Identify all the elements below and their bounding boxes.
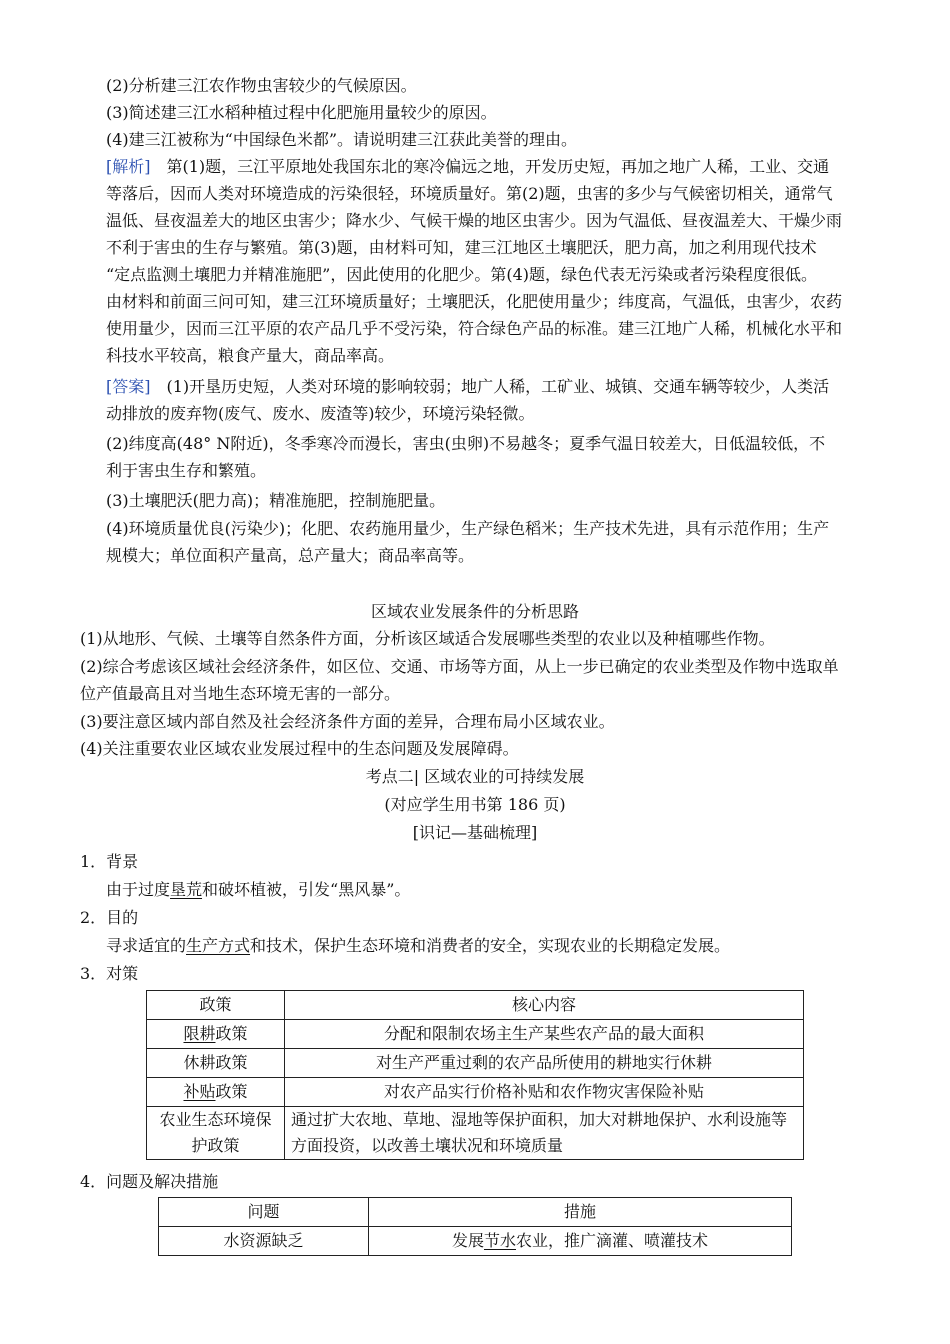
table-row [159, 1198, 792, 1227]
item-text-purpose: 寻求适宜的生产方式和技术，保护生态环境和消费者的安全，实现农业的长期稳定发展。 [106, 936, 731, 955]
answer-line: 利于害虫生存和繁殖。 [106, 461, 267, 480]
answer-line: 动排放的废弃物(废气、废水、废渣等)较少，环境污染轻微。 [106, 404, 535, 423]
table-header-cell: 政策 [147, 991, 285, 1020]
table-header-cell: 问题 [159, 1198, 369, 1227]
item-text-background: 由于过度垦荒和破坏植被，引发“黑风暴”。 [106, 880, 411, 899]
item-heading-measures: 3．对策 [80, 964, 139, 983]
table-cell: 水资源缺乏 [159, 1227, 369, 1256]
table-cell: 通过扩大农地、草地、湿地等保护面积，加大对耕地保护、水利设施等方面投资，以改善土壤状况和环境质量 [285, 1107, 804, 1160]
question-2: (2)分析建三江农作物虫害较少的气候原因。 [106, 76, 417, 95]
item-heading-background: 1．背景 [80, 852, 139, 871]
analysis-line: 温低、昼夜温差大的地区虫害少；降水少、气候干燥的地区虫害少。因为气温低、昼夜温差大、干燥少雨 [106, 211, 843, 230]
table-row [147, 1107, 804, 1160]
answer-line: [答案] (1)开垦历史短，人类对环境的影响较弱；地广人稀，工矿业、城镇、交通车辆等较少，人类活 [106, 377, 830, 396]
method-line: (3)要注意区域内部自然及社会经济条件方面的差异，合理布局小区域农业。 [80, 712, 615, 731]
method-line: (1)从地形、气候、土壤等自然条件方面，分析该区域适合发展哪些类型的农业以及种植哪些作物。 [80, 629, 775, 648]
answer-line: 规模大；单位面积产量高，总产量大；商品率高等。 [106, 546, 475, 565]
analysis-line: [解析] 第(1)题，三江平原地处我国东北的寒冷偏远之地，开发历史短，再加之地广人稀，工业、交通 [106, 157, 830, 176]
analysis-line: 使用量少，因而三江平原的农产品几乎不受污染，符合绿色产品的标准。建三江地广人稀，机械化水平和 [106, 319, 843, 338]
table-cell: 对农产品实行价格补贴和农作物灾害保险补贴 [285, 1078, 804, 1107]
answer-tag: [答案] [106, 377, 151, 396]
table-cell: 发展节水农业，推广滴灌、喷灌技术 [369, 1227, 792, 1256]
section-subtitle: [识记—基础梳理] [412, 823, 538, 842]
analysis-line: 由材料和前面三问可知，建三江环境质量好；土壤肥沃，化肥使用量少；纬度高，气温低，虫害少，农药 [106, 292, 843, 311]
analysis-line: “定点监测土壤肥力并精准施肥”，因此使用的化肥少。第(4)题，绿色代表无污染或者污染程度很低。 [106, 265, 818, 284]
table-cell: 农业生态环境保护政策 [147, 1107, 285, 1160]
table-row [147, 1020, 804, 1049]
table-row [159, 1227, 792, 1256]
problem-table [158, 1197, 792, 1256]
table-cell: 休耕政策 [147, 1049, 285, 1078]
analysis-line: 科技水平较高，粮食产量大，商品率高。 [106, 346, 395, 365]
item-heading-purpose: 2．目的 [80, 908, 139, 927]
answer-line: (3)土壤肥沃(肥力高)；精准施肥，控制施肥量。 [106, 491, 446, 510]
policy-table [146, 990, 804, 1160]
method-title: 区域农业发展条件的分析思路 [370, 602, 579, 621]
question-3: (3)简述建三江水稻种植过程中化肥施用量较少的原因。 [106, 103, 497, 122]
table-header-cell: 措施 [369, 1198, 792, 1227]
method-line: 位产值最高且对当地生态环境无害的一部分。 [80, 684, 401, 703]
answer-line: (2)纬度高(48° N附近)，冬季寒冷而漫长，害虫(虫卵)不易越冬；夏季气温日较差大，日低温较低，不 [106, 434, 826, 453]
table-row [147, 991, 804, 1020]
table-row [147, 1049, 804, 1078]
table-row [147, 1078, 804, 1107]
table-cell: 限耕政策 [147, 1020, 285, 1049]
table-cell: 对生产严重过剩的农产品所使用的耕地实行休耕 [285, 1049, 804, 1078]
table-cell: 补贴政策 [147, 1078, 285, 1107]
section-title: 考点二| 区域农业的可持续发展 [365, 767, 585, 786]
section-ref: (对应学生用书第 186 页) [384, 795, 566, 814]
method-line: (2)综合考虑该区域社会经济条件，如区位、交通、市场等方面，从上一步已确定的农业类型及作物中选取单 [80, 657, 839, 676]
item-heading-problems: 4．问题及解决措施 [80, 1172, 219, 1191]
table-cell: 分配和限制农场主生产某些农产品的最大面积 [285, 1020, 804, 1049]
question-4: (4)建三江被称为“中国绿色米都”。请说明建三江获此美誉的理由。 [106, 130, 578, 149]
answer-line: (4)环境质量优良(污染少)；化肥、农药施用量少，生产绿色稻米；生产技术先进，具有示范作用；生产 [106, 519, 830, 538]
analysis-tag: [解析] [106, 157, 151, 176]
method-line: (4)关注重要农业区域农业发展过程中的生态问题及发展障碍。 [80, 739, 519, 758]
table-header-cell: 核心内容 [285, 991, 804, 1020]
analysis-line: 等落后，因而人类对环境造成的污染很轻，环境质量好。第(2)题，虫害的多少与气候密切相关，通常气 [106, 184, 833, 203]
analysis-line: 不利于害虫的生存与繁殖。第(3)题，由材料可知，建三江地区土壤肥沃，肥力高，加之利用现代技术 [106, 238, 817, 257]
